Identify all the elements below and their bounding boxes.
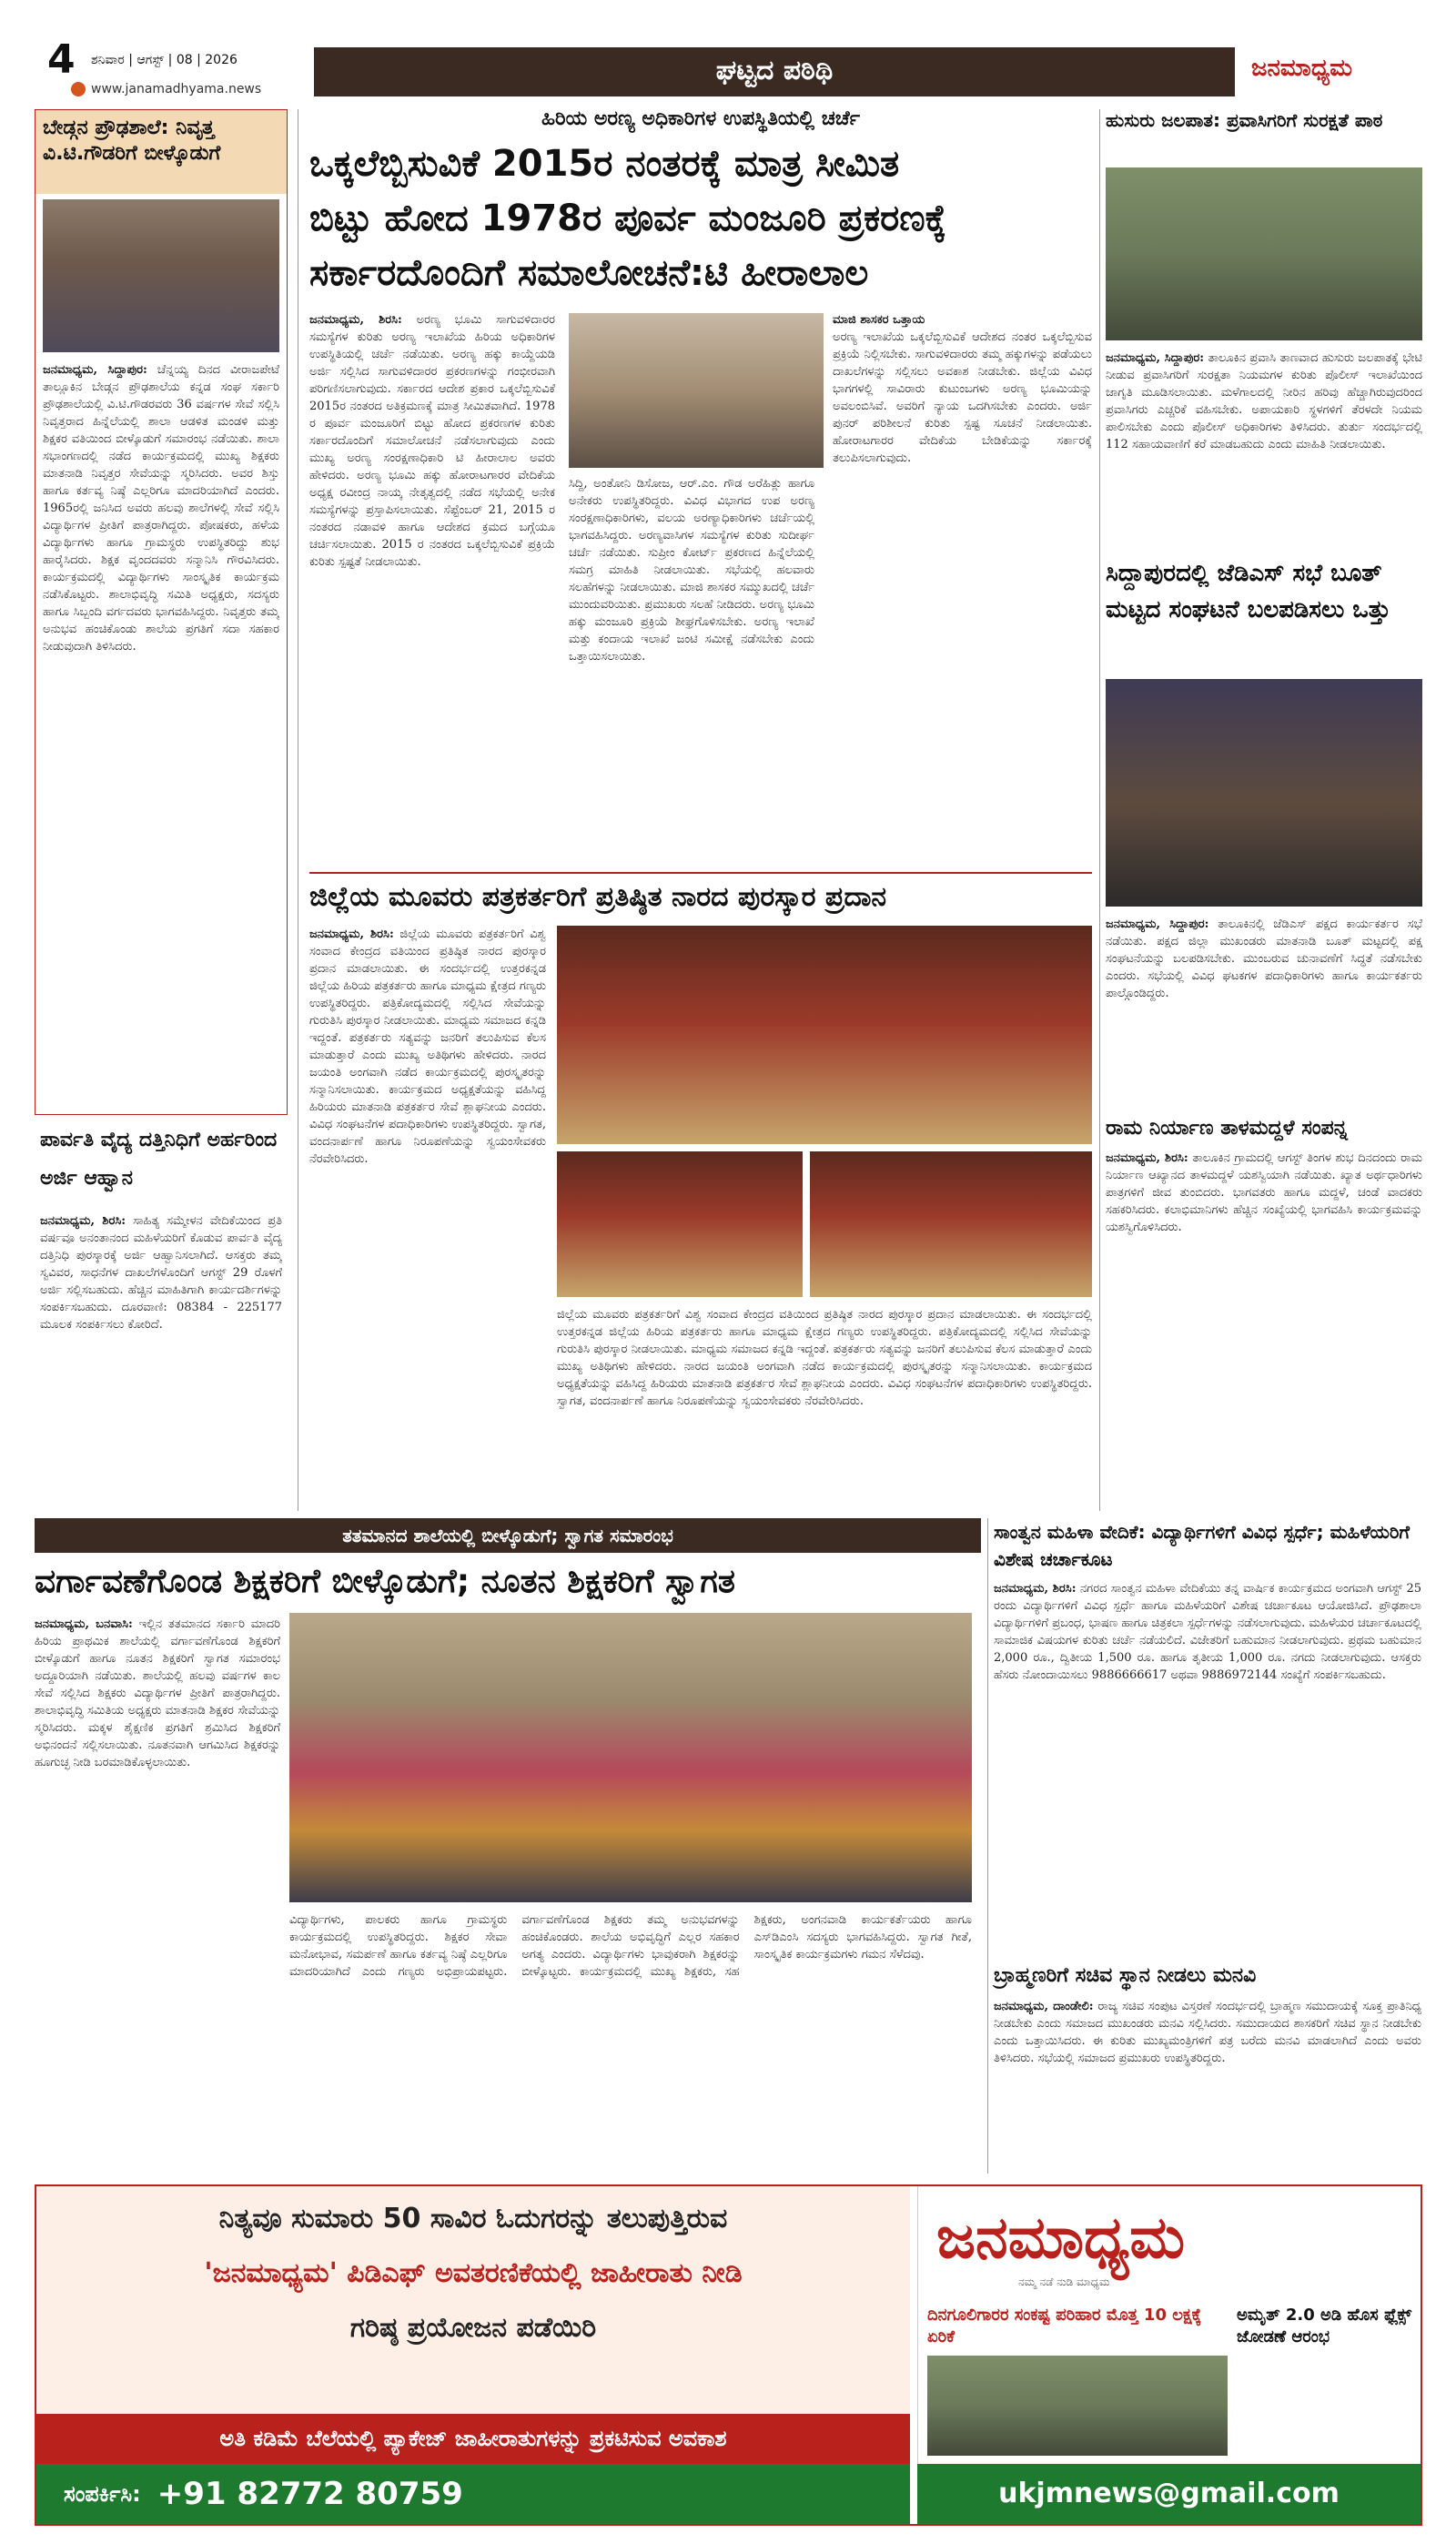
school-story-byline: ಜನಮಾಧ್ಯಮ, ಬನವಾಸಿ:: [35, 1617, 133, 1631]
website-row[interactable]: [71, 82, 261, 96]
right-story-talamaddale-text: ತಾಲೂಕಿನ ಗ್ರಾಮದಲ್ಲಿ ಆಗಸ್ಟ್ ತಿಂಗಳ ಶುಭ ದಿನದಂದು ರಾಮ ನಿರ್ಯಾಣ ಆಖ್ಯಾನದ ತಾಳಮದ್ದಳೆ ಯಶಸ್ವಿಯಾಗಿ ನಡೆಯಿತು. ಖ್ಯಾತ ಅರ್ಥಧಾರಿಗಳು ಪಾತ್ರಗಳಿಗೆ ಜೀವ ತುಂಬಿದರು. ಭಾಗವತರು ಹಾಗೂ ಮದ್ದಳೆ, ಚಂಡೆ ವಾದಕರು ಸಹಕರಿಸಿದರು. ಕಲಾಭಿಮಾನಿಗಳು ಹೆಚ್ಚಿನ ಸಂಖ್ಯೆಯಲ್ಲಿ ಭಾಗವಹಿಸಿ ಕಾರ್ಯಕ್ರಮವನ್ನು ಯಶಸ್ವಿಗೊಳಿಸಿದರು.: [1106, 1151, 1422, 1234]
left-story2-byline: ಜನಮಾಧ್ಯಮ, ಶಿರಸಿ:: [40, 1214, 126, 1228]
ad-banner-text: ಅತಿ ಕಡಿಮೆ ಬೆಲೆಯಲ್ಲಿ ಪ್ಯಾಕೇಜ್ ಜಾಹೀರಾತುಗಳನ್ನು ಪ್ರಕಟಿಸುವ ಅವಕಾಶ: [219, 2426, 727, 2451]
right-story-waterfall: [1106, 107, 1422, 544]
main-story-kicker: ಹಿರಿಯ ಅರಣ್ಯ ಅಧಿಕಾರಿಗಳ ಉಪಸ್ಥಿತಿಯಲ್ಲಿ ಚರ್ಚೆ: [541, 107, 861, 130]
website-link[interactable]: www.janamadhyama.news: [91, 82, 262, 96]
right-story-jds: [1106, 555, 1422, 1106]
main-story-col-1: [309, 311, 555, 848]
school-story-cols: ವಿದ್ಯಾರ್ಥಿಗಳು, ಪಾಲಕರು ಹಾಗೂ ಗ್ರಾಮಸ್ಥರು ಕಾರ್ಯಕ್ರಮದಲ್ಲಿ ಉಪಸ್ಥಿತರಿದ್ದರು. ಶಿಕ್ಷಕರ ಸೇವಾ ಮನೋಭಾವ, ಸಮರ್ಪಣೆ ಹಾಗೂ ಕರ್ತವ್ಯ ನಿಷ್ಠೆ ಎಲ್ಲರಿಗೂ ಮಾದರಿಯಾಗಿದೆ ಎಂದು ಗಣ್ಯರು ಅಭಿಪ್ರಾಯಪಟ್ಟರು. ವರ್ಗಾವಣೆಗೊಂಡ ಶಿಕ್ಷಕರು ತಮ್ಮ ಅನುಭವಗಳನ್ನು ಹಂಚಿಕೊಂಡರು. ಶಾಲೆಯ ಅಭಿವೃದ್ಧಿಗೆ ಎಲ್ಲರ ಸಹಕಾರ ಅಗತ್ಯ ಎಂದರು. ವಿದ್ಯಾರ್ಥಿಗಳು ಭಾವುಕರಾಗಿ ಶಿಕ್ಷಕರನ್ನು ಬೀಳ್ಕೊಟ್ಟರು. ಕಾರ್ಯಕ್ರಮದಲ್ಲಿ ಮುಖ್ಯ ಶಿಕ್ಷಕರು, ಸಹ ಶಿಕ್ಷಕರು, ಅಂಗನವಾಡಿ ಕಾರ್ಯಕರ್ತೆಯರು ಹಾಗೂ ಎಸ್‌ಡಿಎಂಸಿ ಸದಸ್ಯರು ಭಾಗವಹಿಸಿದ್ದರು. ಸ್ವಾಗತ ಗೀತೆ, ಸಾಂಸ್ಕೃತಿಕ ಕಾರ್ಯಕ್ರಮಗಳು ಗಮನ ಸೆಳೆದವು.: [289, 1913, 972, 1979]
main-story-col-3-text: ಅರಣ್ಯ ಇಲಾಖೆಯ ಒಕ್ಕಲೆಬ್ಬಿಸುವಿಕೆ ಆದೇಶದ ನಂತರ ಒಕ್ಕಲೆಬ್ಬಿಸುವ ಪ್ರಕ್ರಿಯೆ ನಿಲ್ಲಿಸಬೇಕು. ಸಾಗುವಳಿದಾರರು ತಮ್ಮ ಹಕ್ಕುಗಳನ್ನು ಪಡೆಯಲು ದಾಖಲೆಗಳನ್ನು ಸಲ್ಲಿಸಲು ಅವಕಾಶ ನೀಡಬೇಕು. ಜಿಲ್ಲೆಯ ವಿವಿಧ ಭಾಗಗಳಲ್ಲಿ ಸಾವಿರಾರು ಕುಟುಂಬಗಳು ಅರಣ್ಯ ಭೂಮಿಯನ್ನು ಅವಲಂಬಿಸಿವೆ. ಅವರಿಗೆ ನ್ಯಾಯ ಒದಗಿಸಬೇಕು ಎಂದರು. ಅರ್ಜಿ ಪುನರ್ ಪರಿಶೀಲನೆ ಕುರಿತು ಸ್ಪಷ್ಟ ಸೂಚನೆ ನೀಡಲಾಯಿತು. ಹೋರಾಟಗಾರರ ವೇದಿಕೆಯ ಬೇಡಿಕೆಯನ್ನು ಸರ್ಕಾರಕ್ಕೆ ತಲುಪಿಸಲಾಗುವುದು.: [833, 330, 1092, 465]
main-story-rule: [309, 872, 1092, 874]
right-story-jds-photo: [1106, 679, 1422, 907]
bottom-column-divider: [987, 1518, 988, 2174]
right-story-talamaddale-body: [1106, 1150, 1422, 1500]
left-story2-body: [40, 1212, 282, 1485]
ad-phone[interactable]: +91 82772 80759: [157, 2476, 463, 2512]
left-story2-headline: ಪಾರ್ವತಿ ವೈದ್ಯ ದತ್ತಿನಿಧಿಗೆ ಅರ್ಹರಿಂದ ಅರ್ಜಿ ಆಹ್ವಾನ: [40, 1129, 278, 1190]
women-story-byline: ಜನಮಾಧ್ಯಮ, ಶಿರಸಿ:: [994, 1582, 1077, 1596]
ad-contact-label: ಸಂಪರ್ಕಿಸಿ:: [64, 2481, 141, 2507]
school-story-strip-text: ತತಮಾನದ ಶಾಲೆಯಲ್ಲಿ ಬೀಳ್ಕೊಡುಗೆ; ಸ್ವಾಗತ ಸಮಾರಂಭ: [342, 1525, 673, 1546]
main-story-col-1-text: ಅರಣ್ಯ ಭೂಮಿ ಸಾಗುವಳಿದಾರರ ಸಮಸ್ಯೆಗಳ ಕುರಿತು ಅರಣ್ಯ ಇಲಾಖೆಯ ಹಿರಿಯ ಅಧಿಕಾರಿಗಳ ಉಪಸ್ಥಿತಿಯಲ್ಲಿ ಚರ್ಚೆ ನಡೆಯಿತು. ಅರಣ್ಯ ಹಕ್ಕು ಕಾಯ್ದೆಯಡಿ ಅರ್ಜಿ ಸಲ್ಲಿಸಿದ ಸಾಗುವಳಿದಾರರ ಪ್ರಕರಣಗಳನ್ನು ಗಂಭೀರವಾಗಿ ಪರಿಗಣಿಸಲಾಗುವುದು. ಸರ್ಕಾರದ ಆದೇಶ ಪ್ರಕಾರ ಒಕ್ಕಲೆಬ್ಬಿಸುವಿಕೆ 2015ರ ನಂತರದ ಅತಿಕ್ರಮಣಕ್ಕೆ ಮಾತ್ರ ಸೀಮಿತವಾಗಿದೆ. 1978 ರ ಪೂರ್ವ ಮಂಜೂರಿಗೆ ಬಿಟ್ಟು ಹೋದ ಪ್ರಕರಣಗಳ ಕುರಿತು ಸರ್ಕಾರದೊಂದಿಗೆ ಸಮಾಲೋಚನೆ ನಡೆಸಲಾಗುವುದು ಎಂದು ಮುಖ್ಯ ಅರಣ್ಯ ಸಂರಕ್ಷಣಾಧಿಕಾರಿ ಟಿ ಹೀರಾಲಾಲ ಅವರು ಹೇಳಿದರು. ಅರಣ್ಯ ಭೂಮಿ ಹಕ್ಕು ಹೋರಾಟಗಾರರ ವೇದಿಕೆಯ ಅಧ್ಯಕ್ಷ ರವೀಂದ್ರ ನಾಯ್ಕ ನೇತೃತ್ವದಲ್ಲಿ ನಡೆದ ಸಭೆಯಲ್ಲಿ ಅನೇಕ ಸಮಸ್ಯೆಗಳನ್ನು ಪ್ರಸ್ತಾಪಿಸಲಾಯಿತು. ಸೆಪ್ಟೆಂಬರ್ 21, 2015 ರ ನಂತರದ ನಡಾವಳಿ ಹಾಗೂ ಆದೇಶದ ಕ್ರಮದ ಬಗ್ಗೆಯೂ ಚರ್ಚಿಸಲಾಯಿತು. 2015 ರ ನಂತರದ ಒಕ್ಕಲೆಬ್ಬಿಸುವಿಕೆ ಪ್ರಕ್ರಿಯೆ ಕುರಿತು ಸ್ಪಷ್ಟತೆ ನೀಡಲಾಯಿತು.: [309, 313, 555, 569]
left-story-text: ಚೆನ್ನಯ್ಯ ದಿನದ ವೀರಾಜಪೇಟೆ ತಾಲ್ಲೂಕಿನ ಬೇಡ್ಗನ ಪ್ರೌಢಶಾಲೆಯ ಕನ್ನಡ ಸಂಘ ಸರ್ಕಾರಿ ಪ್ರೌಢಶಾಲೆಯಲ್ಲಿ ವಿ.ಟಿ.ಗೌಡರವರು 36 ವರ್ಷಗಳ ಸೇವೆ ಸಲ್ಲಿಸಿ ನಿವೃತ್ತರಾದ ಹಿನ್ನೆಲೆಯಲ್ಲಿ ಶಾಲಾ ಆಡಳಿತ ಮಂಡಳಿ ಮತ್ತು ಶಿಕ್ಷಕರ ವತಿಯಿಂದ ಬೀಳ್ಕೊಡುಗೆ ಸಮಾರಂಭ ನಡೆಯಿತು. ಶಾಲಾ ಸಭಾಂಗಣದಲ್ಲಿ ನಡೆದ ಕಾರ್ಯಕ್ರಮದಲ್ಲಿ ಮುಖ್ಯ ಶಿಕ್ಷಕರು ಮಾತನಾಡಿ ನಿವೃತ್ತರ ಸೇವೆಯನ್ನು ಸ್ಮರಿಸಿದರು. ಅವರ ಶಿಸ್ತು ಹಾಗೂ ಕರ್ತವ್ಯ ನಿಷ್ಠೆ ಎಲ್ಲರಿಗೂ ಮಾದರಿಯಾಗಿದೆ ಎಂದರು. 1965ರಲ್ಲಿ ಜನಿಸಿದ ಅವರು ಹಲವು ಶಾಲೆಗಳಲ್ಲಿ ಸೇವೆ ಸಲ್ಲಿಸಿ ವಿದ್ಯಾರ್ಥಿಗಳ ಪ್ರೀತಿಗೆ ಪಾತ್ರರಾಗಿದ್ದರು. ಪೋಷಕರು, ಹಳೆಯ ವಿದ್ಯಾರ್ಥಿಗಳು ಹಾಗೂ ಗ್ರಾಮಸ್ಥರು ಉಪಸ್ಥಿತರಿದ್ದು ಶುಭ ಹಾರೈಸಿದರು. ಶಿಕ್ಷಕ ವೃಂದದವರು ಸನ್ಮಾನಿಸಿ ಗೌರವಿಸಿದರು. ಕಾರ್ಯಕ್ರಮದಲ್ಲಿ ವಿದ್ಯಾರ್ಥಿಗಳು ಸಾಂಸ್ಕೃತಿಕ ಕಾರ್ಯಕ್ರಮ ನಡೆಸಿಕೊಟ್ಟರು. ಶಾಲಾಭಿವೃದ್ಧಿ ಸಮಿತಿ ಅಧ್ಯಕ್ಷರು, ಸದಸ್ಯರು ಹಾಗೂ ಸಿಬ್ಬಂದಿ ವರ್ಗದವರು ಭಾಗವಹಿಸಿದ್ದರು. ನಿವೃತ್ತರು ತಮ್ಮ ಅನುಭವ ಹಂಚಿಕೊಂಡು ಶಾಲೆಯ ಪ್ರಗತಿಗೆ ಸದಾ ಸಹಕಾರ ನೀಡುವುದಾಗಿ ತಿಳಿಸಿದರು.: [43, 363, 279, 654]
right-story-waterfall-text: ತಾಲೂಕಿನ ಪ್ರವಾಸಿ ತಾಣವಾದ ಹುಸುರು ಜಲಪಾತಕ್ಕೆ ಭೇಟಿ ನೀಡುವ ಪ್ರವಾಸಿಗರಿಗೆ ಸುರಕ್ಷತಾ ನಿಯಮಗಳ ಕುರಿತು ಪೊಲೀಸ್ ಇಲಾಖೆಯಿಂದ ಜಾಗೃತಿ ಮೂಡಿಸಲಾಯಿತು. ಮಳೆಗಾಲದಲ್ಲಿ ನೀರಿನ ಹರಿವು ಹೆಚ್ಚಾಗಿರುವುದರಿಂದ ಪ್ರವಾಸಿಗರು ಎಚ್ಚರಿಕೆ ವಹಿಸಬೇಕು. ಅಪಾಯಕಾರಿ ಸ್ಥಳಗಳಿಗೆ ತೆರಳದೇ ನಿಯಮ ಪಾಲಿಸಬೇಕು ಎಂದು ಪೊಲೀಸ್ ಅಧಿಕಾರಿಗಳು ತಿಳಿಸಿದರು. ತುರ್ತು ಸಂದರ್ಭದಲ್ಲಿ 112 ಸಹಾಯವಾಣಿಗೆ ಕರೆ ಮಾಡಬಹುದು ಎಂದು ಮಾಹಿತಿ ನೀಡಲಾಯಿತು.: [1106, 351, 1422, 451]
right-story-jds-byline: ಜನಮಾಧ್ಯಮ, ಸಿದ್ದಾಪುರ:: [1106, 917, 1209, 931]
main-story-col-3: [833, 311, 1092, 848]
school-story-left-text: ಇಲ್ಲಿನ ತತಮಾನದ ಸರ್ಕಾರಿ ಮಾದರಿ ಹಿರಿಯ ಪ್ರಾಥಮಿಕ ಶಾಲೆಯಲ್ಲಿ ವರ್ಗಾವಣೆಗೊಂಡ ಶಿಕ್ಷಕರಿಗೆ ಬೀಳ್ಕೊಡುಗೆ ಹಾಗೂ ನೂತನ ಶಿಕ್ಷಕರಿಗೆ ಸ್ವಾಗತ ಸಮಾರಂಭ ಅದ್ದೂರಿಯಾಗಿ ನಡೆಯಿತು. ಶಾಲೆಯಲ್ಲಿ ಹಲವು ವರ್ಷಗಳ ಕಾಲ ಸೇವೆ ಸಲ್ಲಿಸಿದ ಶಿಕ್ಷಕರು ವಿದ್ಯಾರ್ಥಿಗಳ ಪ್ರೀತಿಗೆ ಪಾತ್ರರಾಗಿದ್ದರು. ಶಾಲಾಭಿವೃದ್ಧಿ ಸಮಿತಿಯ ಅಧ್ಯಕ್ಷರು ಮಾತನಾಡಿ ಶಿಕ್ಷಕರ ಸೇವೆಯನ್ನು ಸ್ಮರಿಸಿದರು. ಮಕ್ಕಳ ಶೈಕ್ಷಣಿಕ ಪ್ರಗತಿಗೆ ಶ್ರಮಿಸಿದ ಶಿಕ್ಷಕರಿಗೆ ಅಭಿನಂದನೆ ಸಲ್ಲಿಸಲಾಯಿತು. ನೂತನವಾಗಿ ಆಗಮಿಸಿದ ಶಿಕ್ಷಕರನ್ನು ಹೂಗುಚ್ಛ ನೀಡಿ ಬರಮಾಡಿಕೊಳ್ಳಲಾಯಿತು.: [35, 1617, 280, 1769]
ad-contact-bar[interactable]: [36, 2464, 910, 2524]
main-story-headline-3: ಸರ್ಕಾರದೊಂದಿಗೆ ಸಮಾಲೋಚನೆ:ಟಿ ಹೀರಾಲಾಲ: [309, 252, 869, 294]
left-story: [35, 109, 288, 1115]
main-story-headline-2: ಬಿಟ್ಟು ಹೋದ 1978ರ ಪೂರ್ವ ಮಂಜೂರಿ ಪ್ರಕರಣಕ್ಕೆ: [309, 198, 946, 239]
ad-newspaper-photo: [927, 2356, 1228, 2456]
school-story-strip: [35, 1518, 981, 1553]
award-story-body-continued: ಜಿಲ್ಲೆಯ ಮೂವರು ಪತ್ರಕರ್ತರಿಗೆ ವಿಶ್ವ ಸಂವಾದ ಕೇಂದ್ರದ ವತಿಯಿಂದ ಪ್ರತಿಷ್ಠಿತ ನಾರದ ಪುರಸ್ಕಾರ ಪ್ರದಾನ ಮಾಡಲಾಯಿತು. ಈ ಸಂದರ್ಭದಲ್ಲಿ ಉತ್ತರಕನ್ನಡ ಜಿಲ್ಲೆಯ ಹಿರಿಯ ಪತ್ರಕರ್ತರು ಹಾಗೂ ಮಾಧ್ಯಮ ಕ್ಷೇತ್ರದ ಗಣ್ಯರು ಉಪಸ್ಥಿತರಿದ್ದರು. ಪತ್ರಿಕೋದ್ಯಮದಲ್ಲಿ ಸಲ್ಲಿಸಿದ ಸೇವೆಯನ್ನು ಗುರುತಿಸಿ ಪುರಸ್ಕಾರ ನೀಡಲಾಯಿತು. ಮಾಧ್ಯಮ ಸಮಾಜದ ಕನ್ನಡಿ ಇದ್ದಂತೆ. ಪತ್ರಕರ್ತರು ಸತ್ಯವನ್ನು ಜನರಿಗೆ ತಲುಪಿಸುವ ಕೆಲಸ ಮಾಡುತ್ತಾರೆ ಎಂದು ಮುಖ್ಯ ಅತಿಥಿಗಳು ಹೇಳಿದರು. ನಾರದ ಜಯಂತಿ ಅಂಗವಾಗಿ ನಡೆದ ಕಾರ್ಯಕ್ರಮದಲ್ಲಿ ಪುರಸ್ಕೃತರನ್ನು ಸನ್ಮಾನಿಸಲಾಯಿತು. ಕಾರ್ಯಕ್ರಮದ ಅಧ್ಯಕ್ಷತೆಯನ್ನು ವಹಿಸಿದ್ದ ಹಿರಿಯರು ಮಾತನಾಡಿ ಪತ್ರಕರ್ತರ ಸೇವೆ ಶ್ಲಾಘನೀಯ ಎಂದರು. ವಿವಿಧ ಸಂಘಟನೆಗಳ ಪದಾಧಿಕಾರಿಗಳು ಉಪಸ್ಥಿತರಿದ್ದರು. ಸ್ವಾಗತ, ವಂದನಾರ್ಪಣೆ ಹಾಗೂ ನಿರೂಪಣೆಯನ್ನು ಸ್ವಯಂಸೇವಕರು ನೆರವೇರಿಸಿದರು.: [557, 1308, 1092, 1408]
main-story-col-2: ಸಿದ್ದಿ, ಅಂತೋನಿ ಡಿಸೋಜ, ಆರ್.ಎಂ. ಗೌಡ ಅರೆಹಿತ್ಲು ಹಾಗೂ ಅನೇಕರು ಉಪಸ್ಥಿತರಿದ್ದರು. ವಿವಿಧ ವಿಭಾಗದ ಉಪ ಅರಣ್ಯ ಸಂರಕ್ಷಣಾಧಿಕಾರಿಗಳು, ವಲಯ ಅರಣ್ಯಾಧಿಕಾರಿಗಳು ಚರ್ಚೆಯಲ್ಲಿ ಭಾಗವಹಿಸಿದ್ದರು. ಅರಣ್ಯವಾಸಿಗಳ ಸಮಸ್ಯೆಗಳ ಕುರಿತು ಸುದೀರ್ಘ ಚರ್ಚೆ ನಡೆಯಿತು. ಸುಪ್ರೀಂ ಕೋರ್ಟ್ ಪ್ರಕರಣದ ಹಿನ್ನೆಲೆಯಲ್ಲಿ ಸಮಗ್ರ ಮಾಹಿತಿ ನೀಡಲಾಯಿತು. ಸಭೆಯಲ್ಲಿ ಹಲವಾರು ಸಲಹೆಗಳನ್ನು ನೀಡಲಾಯಿತು. ಮಾಜಿ ಶಾಸಕರ ಸಮ್ಮುಖದಲ್ಲಿ ಚರ್ಚೆ ಮುಂದುವರಿಯಿತು. ಪ್ರಮುಖರು ಸಲಹೆ ನೀಡಿದರು. ಅರಣ್ಯ ಭೂಮಿ ಹಕ್ಕು ಮಂಜೂರಿ ಪ್ರಕ್ರಿಯೆ ಶೀಘ್ರಗೊಳಿಸಬೇಕು. ಅರಣ್ಯ ಇಲಾಖೆ ಮತ್ತು ಕಂದಾಯ ಇಲಾಖೆ ಜಂಟಿ ಸಮೀಕ್ಷೆ ನಡೆಸಬೇಕು ಎಂದು ಒತ್ತಾಯಿಸಲಾಯಿತು.: [569, 477, 814, 664]
right-story-waterfall-photo: [1106, 167, 1422, 340]
left-story-photo: [43, 199, 279, 352]
main-story-photo: [569, 313, 824, 468]
ad-line-1: ನಿತ್ಯವೂ ಸುಮಾರು 50 ಸಾವಿರ ಓದುಗರನ್ನು ತಲುಪುತ್ತಿರುವ: [218, 2203, 728, 2235]
left-story-headline: ಬೇಡ್ಗನ ಪ್ರೌಢಶಾಲೆ: ನಿವೃತ್ತ ವಿ.ಟಿ.ಗೌಡರಿಗೆ ಬೀಳ್ಕೊಡುಗೆ: [43, 117, 221, 165]
main-story-headline-1: ಒಕ್ಕಲೆಬ್ಬಿಸುವಿಕೆ 2015ರ ನಂತರಕ್ಕೆ ಮಾತ್ರ ಸೀಮಿತ: [309, 143, 900, 185]
women-story-headline: ಸಾಂತ್ವನ ಮಹಿಳಾ ವೇದಿಕೆ: ವಿದ್ಯಾರ್ಥಿಗಳಿಗೆ ವಿವಿಧ ಸ್ಪರ್ಧೆ; ಮಹಿಳೆಯರಿಗೆ ವಿಶೇಷ ಚರ್ಚಾಕೂಟ: [994, 1521, 1410, 1570]
award-story-text: ಜಿಲ್ಲೆಯ ಮೂವರು ಪತ್ರಕರ್ತರಿಗೆ ವಿಶ್ವ ಸಂವಾದ ಕೇಂದ್ರದ ವತಿಯಿಂದ ಪ್ರತಿಷ್ಠಿತ ನಾರದ ಪುರಸ್ಕಾರ ಪ್ರದಾನ ಮಾಡಲಾಯಿತು. ಈ ಸಂದರ್ಭದಲ್ಲಿ ಉತ್ತರಕನ್ನಡ ಜಿಲ್ಲೆಯ ಹಿರಿಯ ಪತ್ರಕರ್ತರು ಹಾಗೂ ಮಾಧ್ಯಮ ಕ್ಷೇತ್ರದ ಗಣ್ಯರು ಉಪಸ್ಥಿತರಿದ್ದರು. ಪತ್ರಿಕೋದ್ಯಮದಲ್ಲಿ ಸಲ್ಲಿಸಿದ ಸೇವೆಯನ್ನು ಗುರುತಿಸಿ ಪುರಸ್ಕಾರ ನೀಡಲಾಯಿತು. ಮಾಧ್ಯಮ ಸಮಾಜದ ಕನ್ನಡಿ ಇದ್ದಂತೆ. ಪತ್ರಕರ್ತರು ಸತ್ಯವನ್ನು ಜನರಿಗೆ ತಲುಪಿಸುವ ಕೆಲಸ ಮಾಡುತ್ತಾರೆ ಎಂದು ಮುಖ್ಯ ಅತಿಥಿಗಳು ಹೇಳಿದರು. ನಾರದ ಜಯಂತಿ ಅಂಗವಾಗಿ ನಡೆದ ಕಾರ್ಯಕ್ರಮದಲ್ಲಿ ಪುರಸ್ಕೃತರನ್ನು ಸನ್ಮಾನಿಸಲಾಯಿತು. ಕಾರ್ಯಕ್ರಮದ ಅಧ್ಯಕ್ಷತೆಯನ್ನು ವಹಿಸಿದ್ದ ಹಿರಿಯರು ಮಾತನಾಡಿ ಪತ್ರಕರ್ತರ ಸೇವೆ ಶ್ಲಾಘನೀಯ ಎಂದರು. ವಿವಿಧ ಸಂಘಟನೆಗಳ ಪದಾಧಿಕಾರಿಗಳು ಉಪಸ್ಥಿತರಿದ್ದರು. ಸ್ವಾಗತ, ವಂದನಾರ್ಪಣೆ ಹಾಗೂ ನಿರೂಪಣೆಯನ್ನು ಸ್ವಯಂಸೇವಕರು ನೆರವೇರಿಸಿದರು.: [309, 927, 546, 1166]
award-story: [309, 878, 1092, 1506]
ad-text-panel: [36, 2186, 910, 2414]
ad-newspaper-headline-1: ದಿನಗೂಲಿಗಾರರ ಸಂಕಷ್ಟ ಪರಿಹಾರ ಮೊತ್ತ 10 ಲಕ್ಷಕ್ಕೆ ಏರಿಕೆ: [927, 2306, 1202, 2346]
left-story-headline-box: [35, 110, 287, 194]
brahmin-story-body: [994, 1998, 1421, 2166]
ad-line-3: ಗರಿಷ್ಠ ಪ್ರಯೋಜನ ಪಡೆಯಿರಿ: [349, 2312, 597, 2344]
brahmin-story-text: ರಾಜ್ಯ ಸಚಿವ ಸಂಪುಟ ವಿಸ್ತರಣೆ ಸಂದರ್ಭದಲ್ಲಿ ಬ್ರಾಹ್ಮಣ ಸಮುದಾಯಕ್ಕೆ ಸೂಕ್ತ ಪ್ರಾತಿನಿಧ್ಯ ನೀಡಬೇಕು ಎಂದು ಸಮಾಜದ ಮುಖಂಡರು ಮನವಿ ಸಲ್ಲಿಸಿದರು. ಸಮುದಾಯದ ಶಾಸಕರಿಗೆ ಸಚಿವ ಸ್ಥಾನ ನೀಡಬೇಕು ಎಂದು ಒತ್ತಾಯಿಸಿದರು. ಈ ಕುರಿತು ಮುಖ್ಯಮಂತ್ರಿಗಳಿಗೆ ಪತ್ರ ಬರೆದು ಮನವಿ ಮಾಡಲಾಗಿದೆ ಎಂದು ಅವರು ತಿಳಿಸಿದರು. ಸಭೆಯಲ್ಲಿ ಸಮಾಜದ ಪ್ರಮುಖರು ಉಪಸ್ಥಿತರಿದ್ದರು.: [994, 2000, 1421, 2065]
left-story2: [35, 1121, 288, 1504]
award-photo-main: [557, 926, 1092, 1144]
left-story2-text: ಸಾಹಿತ್ಯ ಸಮ್ಮೇಳನ ವೇದಿಕೆಯಿಂದ ಪ್ರತಿ ವರ್ಷವೂ ಅನಂತಾನಂದ ಮಹಿಳೆಯರಿಗೆ ಕೊಡುವ ಪಾರ್ವತಿ ವೈದ್ಯ ದತ್ತಿನಿಧಿ ಪುರಸ್ಕಾರಕ್ಕೆ ಅರ್ಜಿ ಆಹ್ವಾನಿಸಲಾಗಿದೆ. ಆಸಕ್ತರು ತಮ್ಮ ಸ್ವವಿವರ, ಸಾಧನೆಗಳ ದಾಖಲೆಗಳೊಂದಿಗೆ ಆಗಸ್ಟ್ 29 ರೊಳಗೆ ಅರ್ಜಿ ಸಲ್ಲಿಸಬಹುದು. ಹೆಚ್ಚಿನ ಮಾಹಿತಿಗಾಗಿ ಕಾರ್ಯದರ್ಶಿಗಳನ್ನು ಸಂಪರ್ಕಿಸಬಹುದು. ದೂರವಾಣಿ: 08384 - 225177 ಮೂಲಕ ಸಂಪರ್ಕಿಸಲು ಕೋರಿದೆ.: [40, 1214, 282, 1332]
main-story-subhead: ಮಾಜಿ ಶಾಸಕರ ಒತ್ತಾಯ: [833, 313, 925, 327]
advertisement: [35, 2184, 1422, 2526]
right-story-waterfall-body: [1106, 350, 1422, 541]
brahmin-story-headline: ಬ್ರಾಹ್ಮಣರಿಗೆ ಸಚಿವ ಸ್ಥಾನ ನೀಡಲು ಮನವಿ: [994, 1964, 1257, 1987]
award-photo-3: [810, 1151, 1092, 1297]
award-story-body: [309, 926, 546, 1499]
school-group-photo: [289, 1613, 972, 1902]
brahmin-story-byline: ಜನಮಾಧ್ಯಮ, ದಾಂಡೇಲಿ:: [994, 2000, 1094, 2013]
right-story-talamaddale: [1106, 1115, 1422, 1506]
award-story-byline: ಜನಮಾಧ್ಯಮ, ಶಿರಸಿ:: [309, 927, 394, 941]
ad-line-2: 'ಜನಮಾಧ್ಯಮ' ಪಿಡಿಎಫ್ ಅವತರಣಿಕೆಯಲ್ಲಿ ಜಾಹೀರಾತು ನೀಡಿ: [204, 2257, 743, 2289]
brahmin-story: [994, 1961, 1421, 2171]
award-story-headline: ಜಿಲ್ಲೆಯ ಮೂವರು ಪತ್ರಕರ್ತರಿಗೆ ಪ್ರತಿಷ್ಠಿತ ನಾರದ ಪುರಸ್ಕಾರ ಪ್ರದಾನ: [309, 881, 887, 913]
left-story-body: [43, 361, 279, 1108]
globe-icon: [71, 82, 86, 96]
right-story-talamaddale-byline: ಜನಮಾಧ್ಯಮ, ಶಿರಸಿ:: [1106, 1151, 1188, 1165]
left-story-byline: ಜನಮಾಧ್ಯಮ, ಸಿದ್ದಾಪುರ:: [43, 363, 147, 377]
school-story-headline: ವರ್ಗಾವಣೆಗೊಂಡ ಶಿಕ್ಷಕರಿಗೆ ಬೀಳ್ಕೊಡುಗೆ; ನೂತನ ಶಿಕ್ಷಕರಿಗೆ ಸ್ವಾಗತ: [35, 1563, 735, 1600]
ad-newspaper-headline-2: ಅಮೃತ್ 2.0 ಅಡಿ ಹೊಸ ಫ್ಲೆಕ್ಸ್ ಜೋಡಣೆ ಆರಂಭ: [1237, 2306, 1412, 2346]
ad-newspaper-name: ಜನಮಾಧ್ಯಮ: [936, 2204, 1186, 2272]
ad-newspaper-masthead: [918, 2204, 1421, 2296]
right-story-jds-headline: ಸಿದ್ದಾಪುರದಲ್ಲಿ ಜೆಡಿಎಸ್ ಸಭೆ ಬೂತ್ ಮಟ್ಟದ ಸಂಘಟನೆ ಬಲಪಡಿಸಲು ಒತ್ತು: [1106, 560, 1390, 623]
brand-logo: ಜನಮಾಧ್ಯಮ: [1251, 55, 1352, 82]
ad-email[interactable]: ukjmnews@gmail.com: [998, 2478, 1340, 2509]
women-story-body: [994, 1580, 1421, 1951]
ad-newspaper-tag: ನಮ್ಮ ನಡೆ ನುಡಿ ಮಾಧ್ಯಮ: [1018, 2275, 1110, 2288]
main-story-byline: ಜನಮಾಧ್ಯಮ, ಶಿರಸಿ:: [309, 313, 402, 327]
ad-banner: [36, 2414, 910, 2464]
page-number: 4: [47, 36, 76, 83]
women-story: [994, 1518, 1421, 1955]
award-photo-2: [557, 1151, 803, 1297]
women-story-text: ನಗರದ ಸಾಂತ್ವನ ಮಹಿಳಾ ವೇದಿಕೆಯು ತನ್ನ ವಾರ್ಷಿಕ ಕಾರ್ಯಕ್ರಮದ ಅಂಗವಾಗಿ ಆಗಸ್ಟ್ 25 ರಂದು ವಿದ್ಯಾರ್ಥಿಗಳಿಗೆ ವಿವಿಧ ಸ್ಪರ್ಧೆ ಹಾಗೂ ಮಹಿಳೆಯರಿಗೆ ವಿಶೇಷ ಚರ್ಚಾಕೂಟ ಆಯೋಜಿಸಿದೆ. ಪ್ರೌಢಶಾಲಾ ವಿದ್ಯಾರ್ಥಿಗಳಿಗೆ ಪ್ರಬಂಧ, ಭಾಷಣ ಹಾಗೂ ಚಿತ್ರಕಲಾ ಸ್ಪರ್ಧೆಗಳನ್ನು ನಡೆಸಲಾಗುವುದು. ಮಹಿಳೆಯರ ಚರ್ಚಾಕೂಟದಲ್ಲಿ ಸಾಮಾಜಿಕ ವಿಷಯಗಳ ಕುರಿತು ಚರ್ಚೆ ನಡೆಯಲಿದೆ. ವಿಜೇತರಿಗೆ ಬಹುಮಾನ ನೀಡಲಾಗುವುದು. ಪ್ರಥಮ ಬಹುಮಾನ 2,000 ರೂ., ದ್ವಿತೀಯ 1,500 ರೂ. ಹಾಗೂ ತೃತೀಯ 1,000 ರೂ. ನಗದು ನೀಡಲಾಗುವುದು. ಆಸಕ್ತರು ಹೆಸರು ನೋಂದಾಯಿಸಲು 9886666617 ಅಥವಾ 9886972144 ಸಂಖ್ಯೆಗೆ ಸಂಪರ್ಕಿಸಬಹುದು.: [994, 1582, 1421, 1682]
right-story-jds-body: [1106, 916, 1422, 1102]
section-title: ಘಟ್ಟದ ಪಠಿಥಿ: [715, 55, 834, 86]
ad-newspaper-thumb: [917, 2186, 1421, 2464]
right-story-waterfall-byline: ಜನಮಾಧ್ಯಮ, ಸಿದ್ದಾಪುರ:: [1106, 351, 1205, 365]
ad-email-bar[interactable]: [917, 2464, 1421, 2524]
issue-date: ಶನಿವಾರ | ಆಗಸ್ಟ್ | 08 | 2026: [91, 53, 238, 67]
right-story-talamaddale-headline: ರಾಮ ನಿರ್ಯಾಣ ತಾಳಮದ್ದಳೆ ಸಂಪನ್ನ: [1106, 1117, 1348, 1140]
right-column-divider: [1099, 109, 1100, 1511]
school-story-left-col: [35, 1616, 280, 2171]
right-story-waterfall-headline: ಹುಸುರು ಜಲಪಾತ: ಪ್ರವಾಸಿಗರಿಗೆ ಸುರಕ್ಷತೆ ಪಾಠ: [1106, 109, 1383, 131]
section-title-bar: [314, 47, 1235, 96]
main-story: [309, 107, 1092, 872]
right-story-jds-text: ತಾಲೂಕಿನಲ್ಲಿ ಜೆಡಿಎಸ್ ಪಕ್ಷದ ಕಾರ್ಯಕರ್ತರ ಸಭೆ ನಡೆಯಿತು. ಪಕ್ಷದ ಜಿಲ್ಲಾ ಮುಖಂಡರು ಮಾತನಾಡಿ ಬೂತ್ ಮಟ್ಟದಲ್ಲಿ ಪಕ್ಷ ಸಂಘಟನೆಯನ್ನು ಬಲಪಡಿಸಬೇಕು. ಮುಂಬರುವ ಚುನಾವಣೆಗೆ ಸಿದ್ಧತೆ ನಡೆಸಬೇಕು ಎಂದರು. ಸಭೆಯಲ್ಲಿ ವಿವಿಧ ಘಟಕಗಳ ಪದಾಧಿಕಾರಿಗಳು ಹಾಗೂ ಕಾರ್ಯಕರ್ತರು ಪಾಲ್ಗೊಂಡಿದ್ದರು.: [1106, 917, 1422, 1000]
